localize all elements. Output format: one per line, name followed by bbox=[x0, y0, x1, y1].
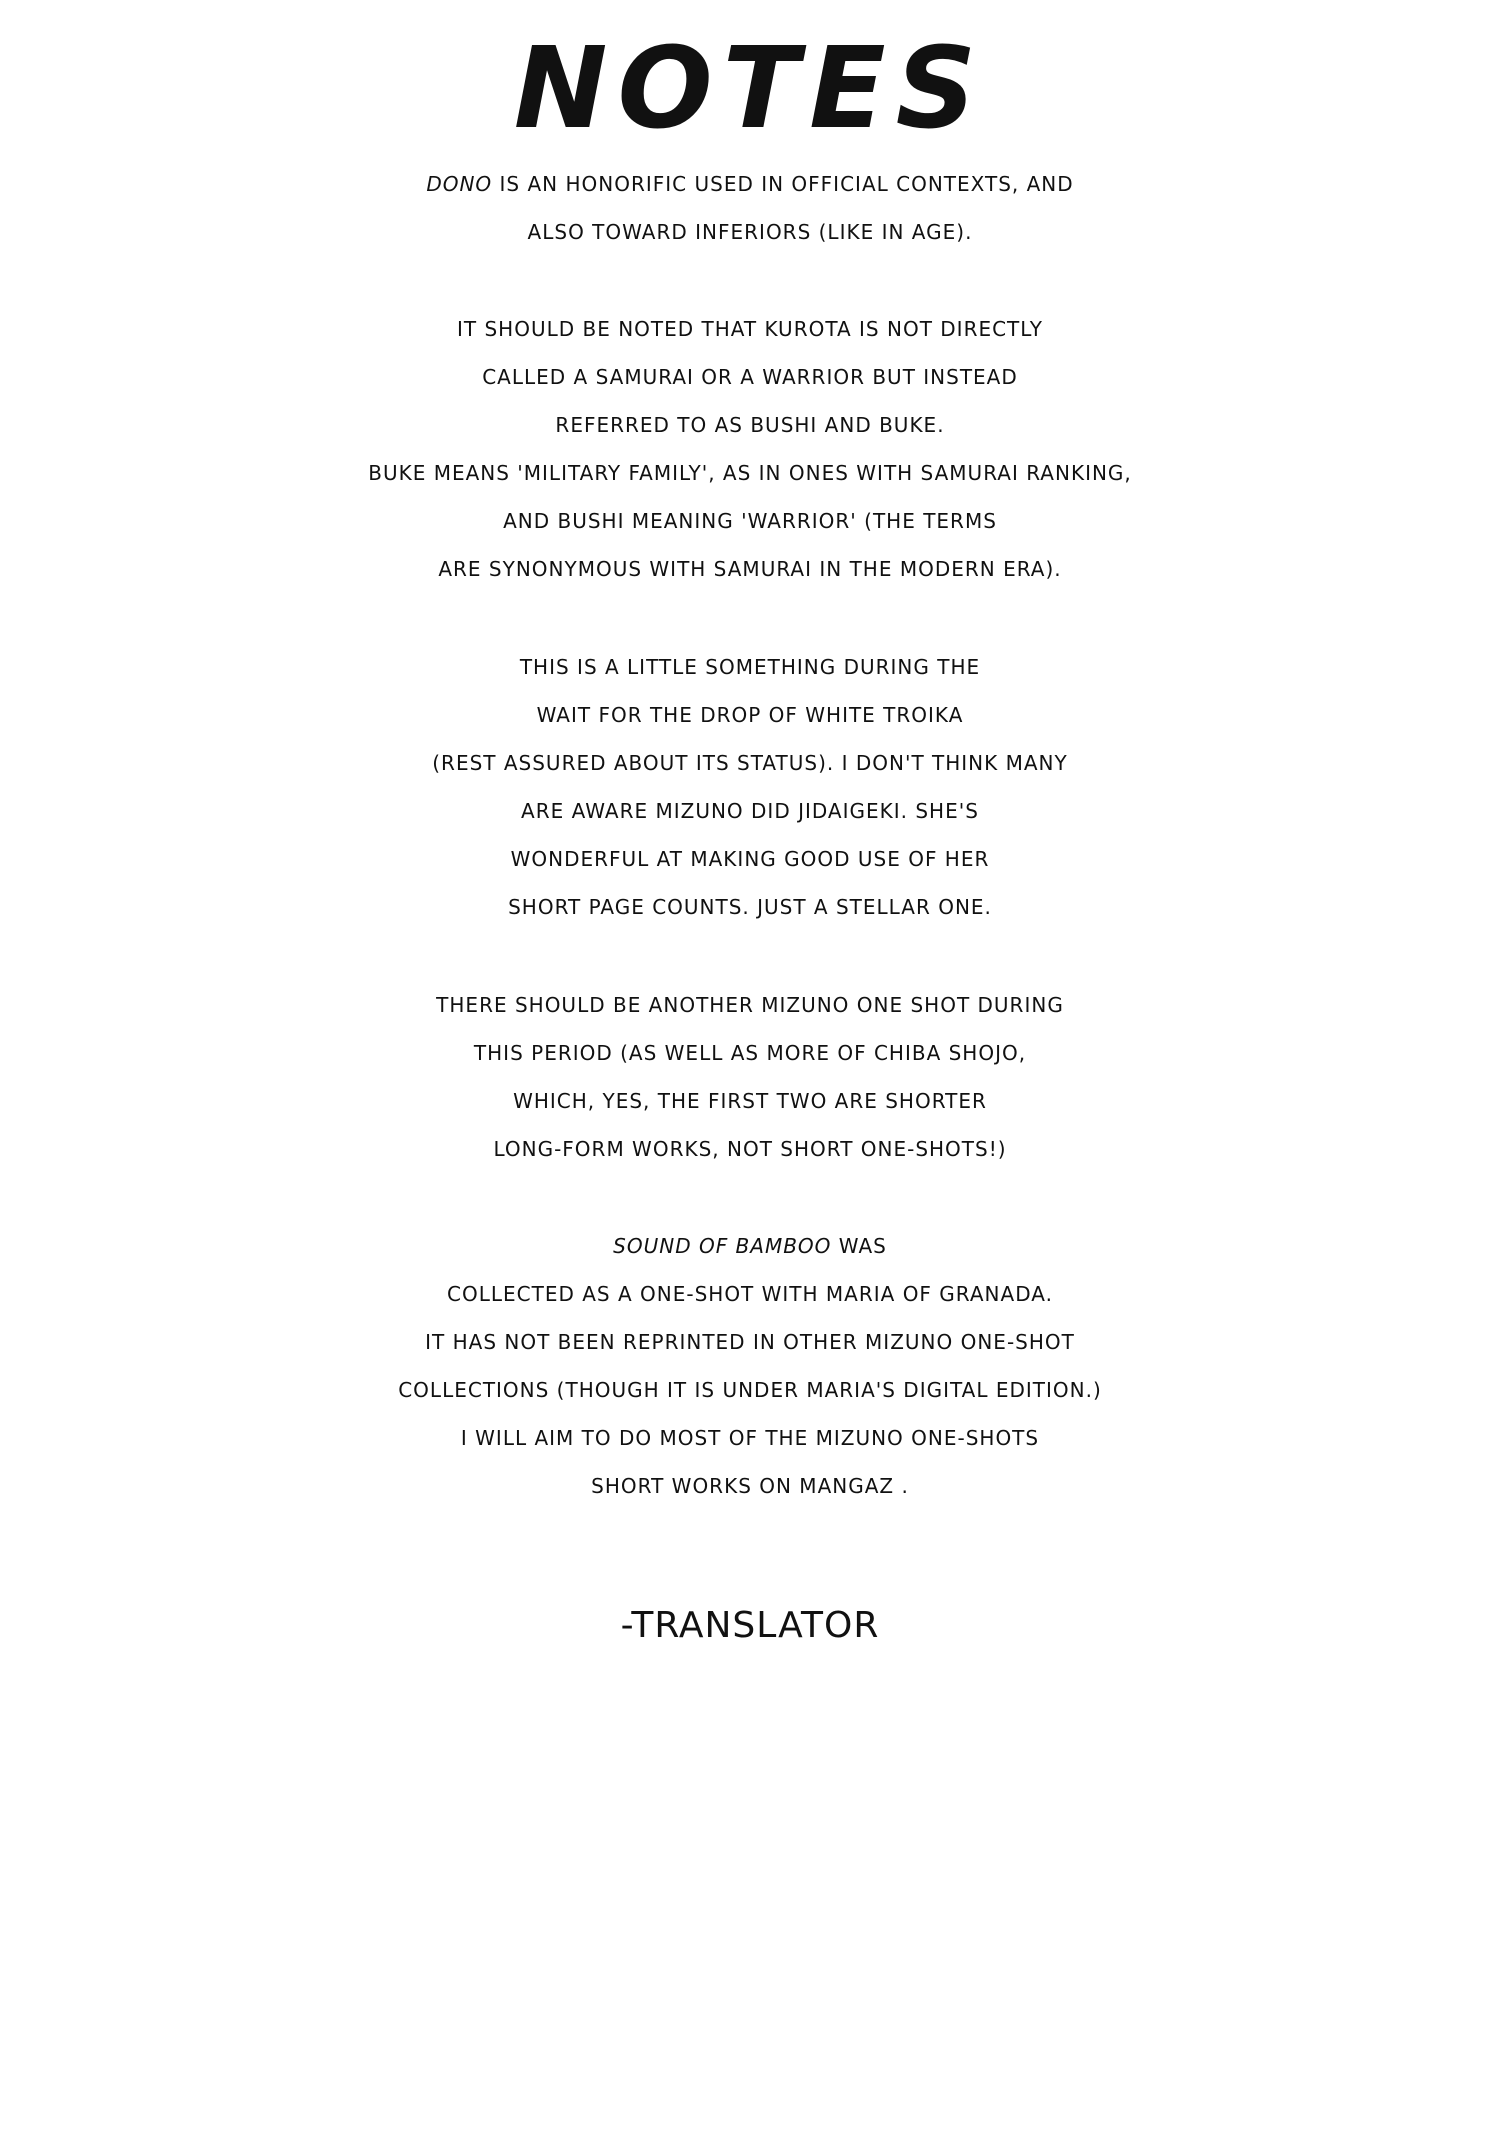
line-text: IT SHOULD BE NOTED THAT KUROTA IS NOT DIRECTLY bbox=[457, 317, 1043, 341]
paragraph-honorific bbox=[0, 160, 1500, 256]
text-line bbox=[0, 353, 1500, 401]
text-line bbox=[0, 208, 1500, 256]
text-line bbox=[0, 1318, 1500, 1366]
paragraph-white-troika bbox=[0, 643, 1500, 931]
paragraph-bushi-buke bbox=[0, 305, 1500, 593]
line-text: WAS bbox=[831, 1234, 887, 1258]
text-line bbox=[0, 787, 1500, 835]
text-line bbox=[0, 1077, 1500, 1125]
text-line bbox=[0, 883, 1500, 931]
text-line bbox=[0, 1270, 1500, 1318]
text-line bbox=[0, 545, 1500, 593]
text-line bbox=[0, 305, 1500, 353]
text-line bbox=[0, 691, 1500, 739]
text-line bbox=[0, 981, 1500, 1029]
text-line bbox=[0, 449, 1500, 497]
text-line bbox=[0, 1222, 1500, 1270]
text-line bbox=[0, 1462, 1500, 1510]
line-text: I WILL AIM TO DO MOST OF THE MIZUNO ONE-SHOTS bbox=[460, 1426, 1040, 1450]
paragraph-mizuno-one-shot bbox=[0, 981, 1500, 1173]
line-text: BUKE MEANS 'MILITARY FAMILY', AS IN ONES WITH SAMURAI RANKING, bbox=[368, 461, 1132, 485]
line-text: CALLED A SAMURAI OR A WARRIOR BUT INSTEAD bbox=[482, 365, 1018, 389]
text-line bbox=[0, 1414, 1500, 1462]
line-text: ARE AWARE MIZUNO DID JIDAIGEKI. SHE'S bbox=[521, 799, 979, 823]
line-text: WONDERFUL AT MAKING GOOD USE OF HER bbox=[510, 847, 990, 871]
italic-term: DONO bbox=[426, 172, 493, 196]
page-title: NOTES bbox=[513, 24, 987, 154]
text-line bbox=[0, 835, 1500, 883]
text-line bbox=[0, 160, 1500, 208]
line-text: SHORT PAGE COUNTS. JUST A STELLAR ONE. bbox=[508, 895, 992, 919]
line-text: COLLECTIONS (THOUGH IT IS UNDER MARIA'S DIGITAL EDITION.) bbox=[398, 1378, 1102, 1402]
line-text: THERE SHOULD BE ANOTHER MIZUNO ONE SHOT DURING bbox=[436, 993, 1064, 1017]
text-line bbox=[0, 1366, 1500, 1414]
text-line bbox=[0, 1125, 1500, 1173]
line-text: REFERRED TO AS BUSHI AND BUKE. bbox=[555, 413, 945, 437]
line-text: IS AN HONORIFIC USED IN OFFICIAL CONTEXTS, AND bbox=[492, 172, 1074, 196]
text-line bbox=[0, 643, 1500, 691]
line-text: SHORT WORKS ON MANGAZ . bbox=[591, 1474, 909, 1498]
italic-term: SOUND OF BAMBOO bbox=[613, 1234, 832, 1258]
line-text: AND BUSHI MEANING 'WARRIOR' (THE TERMS bbox=[503, 509, 997, 533]
line-text: (REST ASSURED ABOUT ITS STATUS). I DON'T THINK MANY bbox=[432, 751, 1068, 775]
translator-signature: -TRANSLATOR bbox=[620, 1605, 880, 1646]
line-text: LONG-FORM WORKS, NOT SHORT ONE-SHOTS!) bbox=[493, 1137, 1007, 1161]
text-line bbox=[0, 497, 1500, 545]
line-text: WAIT FOR THE DROP OF WHITE TROIKA bbox=[536, 703, 964, 727]
line-text: ARE SYNONYMOUS WITH SAMURAI IN THE MODERN ERA). bbox=[438, 557, 1062, 581]
text-line bbox=[0, 401, 1500, 449]
line-text: WHICH, YES, THE FIRST TWO ARE SHORTER bbox=[513, 1089, 987, 1113]
line-text: THIS IS A LITTLE SOMETHING DURING THE bbox=[519, 655, 981, 679]
paragraph-sound-of-bamboo bbox=[0, 1222, 1500, 1510]
text-line bbox=[0, 1029, 1500, 1077]
text-line bbox=[0, 739, 1500, 787]
line-text: THIS PERIOD (AS WELL AS MORE OF CHIBA SHOJO, bbox=[473, 1041, 1027, 1065]
line-text: IT HAS NOT BEEN REPRINTED IN OTHER MIZUNO ONE-SHOT bbox=[425, 1330, 1075, 1354]
line-text: COLLECTED AS A ONE-SHOT WITH MARIA OF GRANADA. bbox=[447, 1282, 1053, 1306]
line-text: ALSO TOWARD INFERIORS (LIKE IN AGE). bbox=[527, 220, 973, 244]
